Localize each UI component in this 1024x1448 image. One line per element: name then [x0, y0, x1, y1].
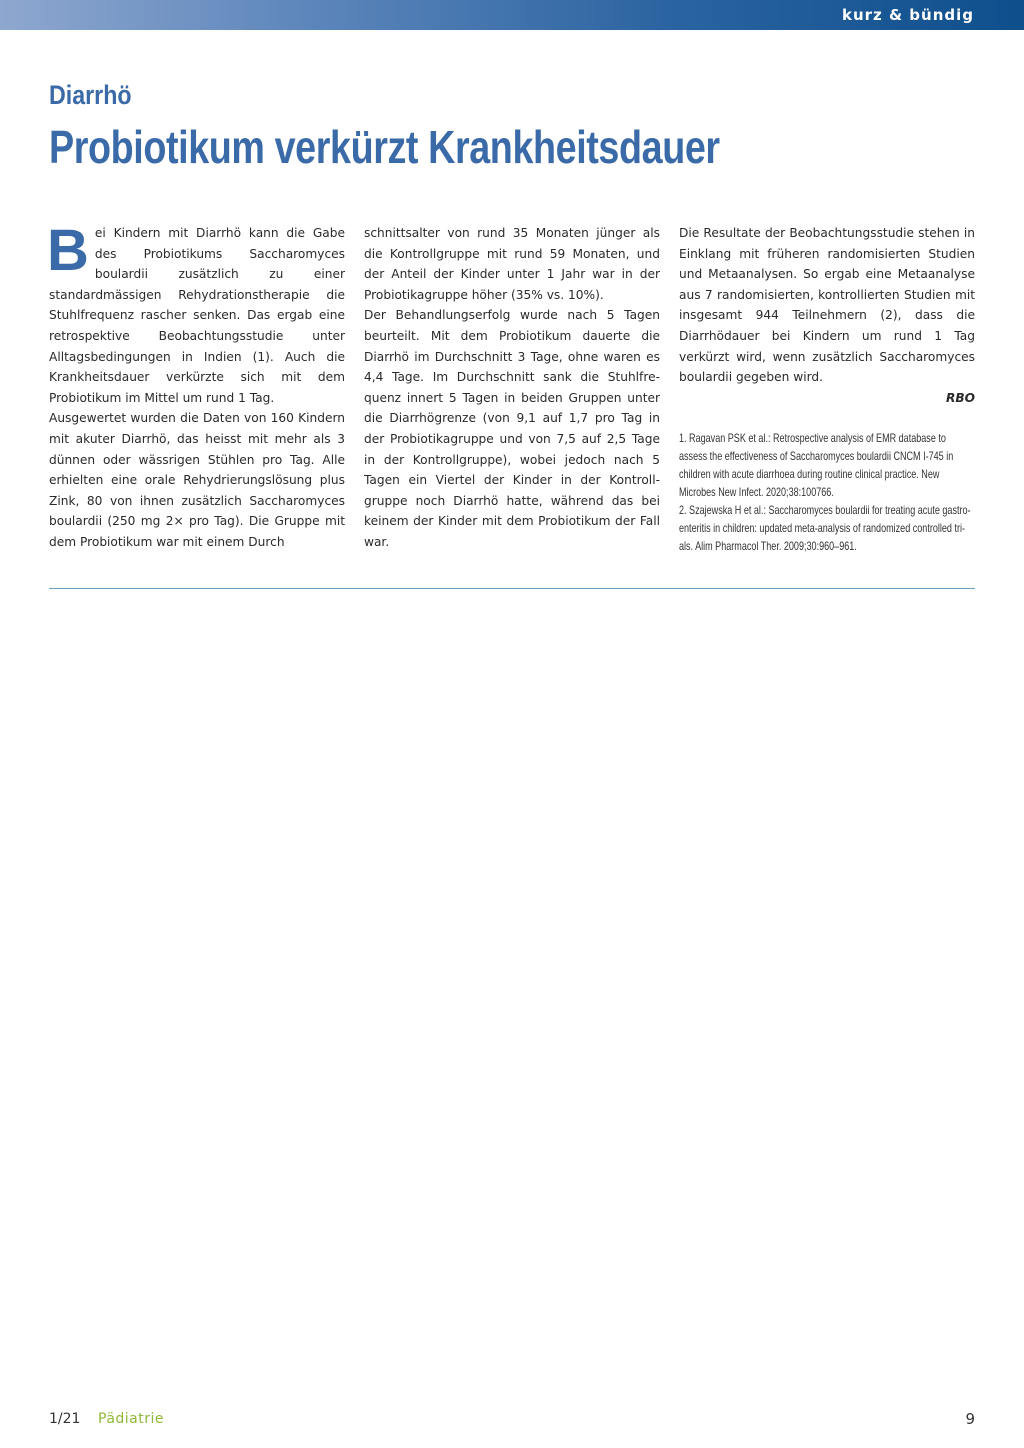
references	[679, 430, 975, 556]
reference-item: 1. Ragavan PSK et al.: Retrospective analysis of EMR database to assess the effectiveness of Saccharomyces boulardii CNCM I-745 in children with acute diarrhoea during routine clinical practice. New Microbes New Infect. 2020;38:100766.	[679, 432, 954, 500]
paragraph: Die Resultate der Beobachtungsstudie stehen in Einklang mit früheren randomisierten Studien und Metaanalysen. So ergab eine Metaanalyse aus 7 randomisierten, kontrollierten Studien mit insgesamt 944 Teilnehmern (2), dass die Diarrhödauer bei Kindern um rund 1 Tag verkürzt wird, wenn zusätzlich Saccharomyces boulardii gegeben wird.	[679, 226, 975, 385]
paragraph: schnittsalter von rund 35 Monaten jünger als die Kontrollgruppe mit rund 59 Monaten, und der Anteil der Kinder unter 1 Jahr war in der Probiotikagruppe höher (35% vs. 10%).	[364, 226, 660, 302]
paragraph: Ausgewertet wurden die Daten von 160 Kindern mit akuter Diarrhö, das heisst mit mehr als 3 dünnen oder wässrigen Stühlen pro Tag. Alle erhielten eine orale Rehydrierungslösung plus Zink, 80 von ihnen zusätzlich Saccharomyces boulardii (250 mg 2× pro Tag). Die Gruppe mit dem Probiotikum war mit einem Durch	[49, 411, 345, 549]
page-number: 9	[965, 1410, 975, 1428]
paragraph: Der Behandlungserfolg wurde nach 5 Tagen beurteilt. Mit dem Probiotikum dauerte die Diarrhö im Durchschnitt 3 Tage, ohne waren es 4,4 Tage. Im Durchschnitt sank die Stuhlfrequenz innert 5 Tagen in beiden Gruppen unter die Diarrhögrenze (von 9,1 auf 1,7 pro Tag in der Probiotikagruppe und von 7,5 auf 2,5 Tage in der Kontrollgruppe), wobei jedoch nach 5 Tagen ein Viertel der Kinder in der Kontrollgruppe noch Diarrhö hatte, während das bei keinem der Kinder mit dem Probiotikum der Fall war.	[364, 308, 660, 549]
article-title: Probiotikum verkürzt Krankheitsdauer	[49, 121, 720, 173]
text-column-2	[364, 223, 660, 553]
footer-issue: 1/21	[49, 1411, 81, 1427]
author-initials: RBO	[945, 390, 975, 405]
divider-rule	[49, 588, 975, 589]
reference-item: 2. Szajewska H et al.: Saccharomyces boulardii for treating acute gastroenteritis in children: updated meta-analysis of randomized controlled trials. Alim Pharmacol Ther. 2009;30:960–961.	[679, 504, 971, 554]
text-column-1	[47, 218, 345, 553]
footer-journal: Pädiatrie	[98, 1411, 164, 1427]
text-column-3	[679, 223, 975, 556]
drop-cap: B	[47, 218, 89, 283]
section-label: kurz & bündig	[841, 6, 974, 24]
article-kicker: Diarrhö	[49, 80, 132, 110]
paragraph: ei Kindern mit Diarrhö kann die Gabe des Probiotikums Saccharomyces boulardii zusätzlich zu einer standardmässigen Rehydrationstherapie die Stuhlfrequenz rascher senken. Das ergab eine retrospektive Beobachtungsstudie unter Alltagsbedingungen in Indien (1). Auch die Krankheitsdauer verkürzte sich mit dem Probiotikum im Mittel um rund 1 Tag.	[49, 226, 345, 405]
header-band	[0, 0, 1024, 30]
